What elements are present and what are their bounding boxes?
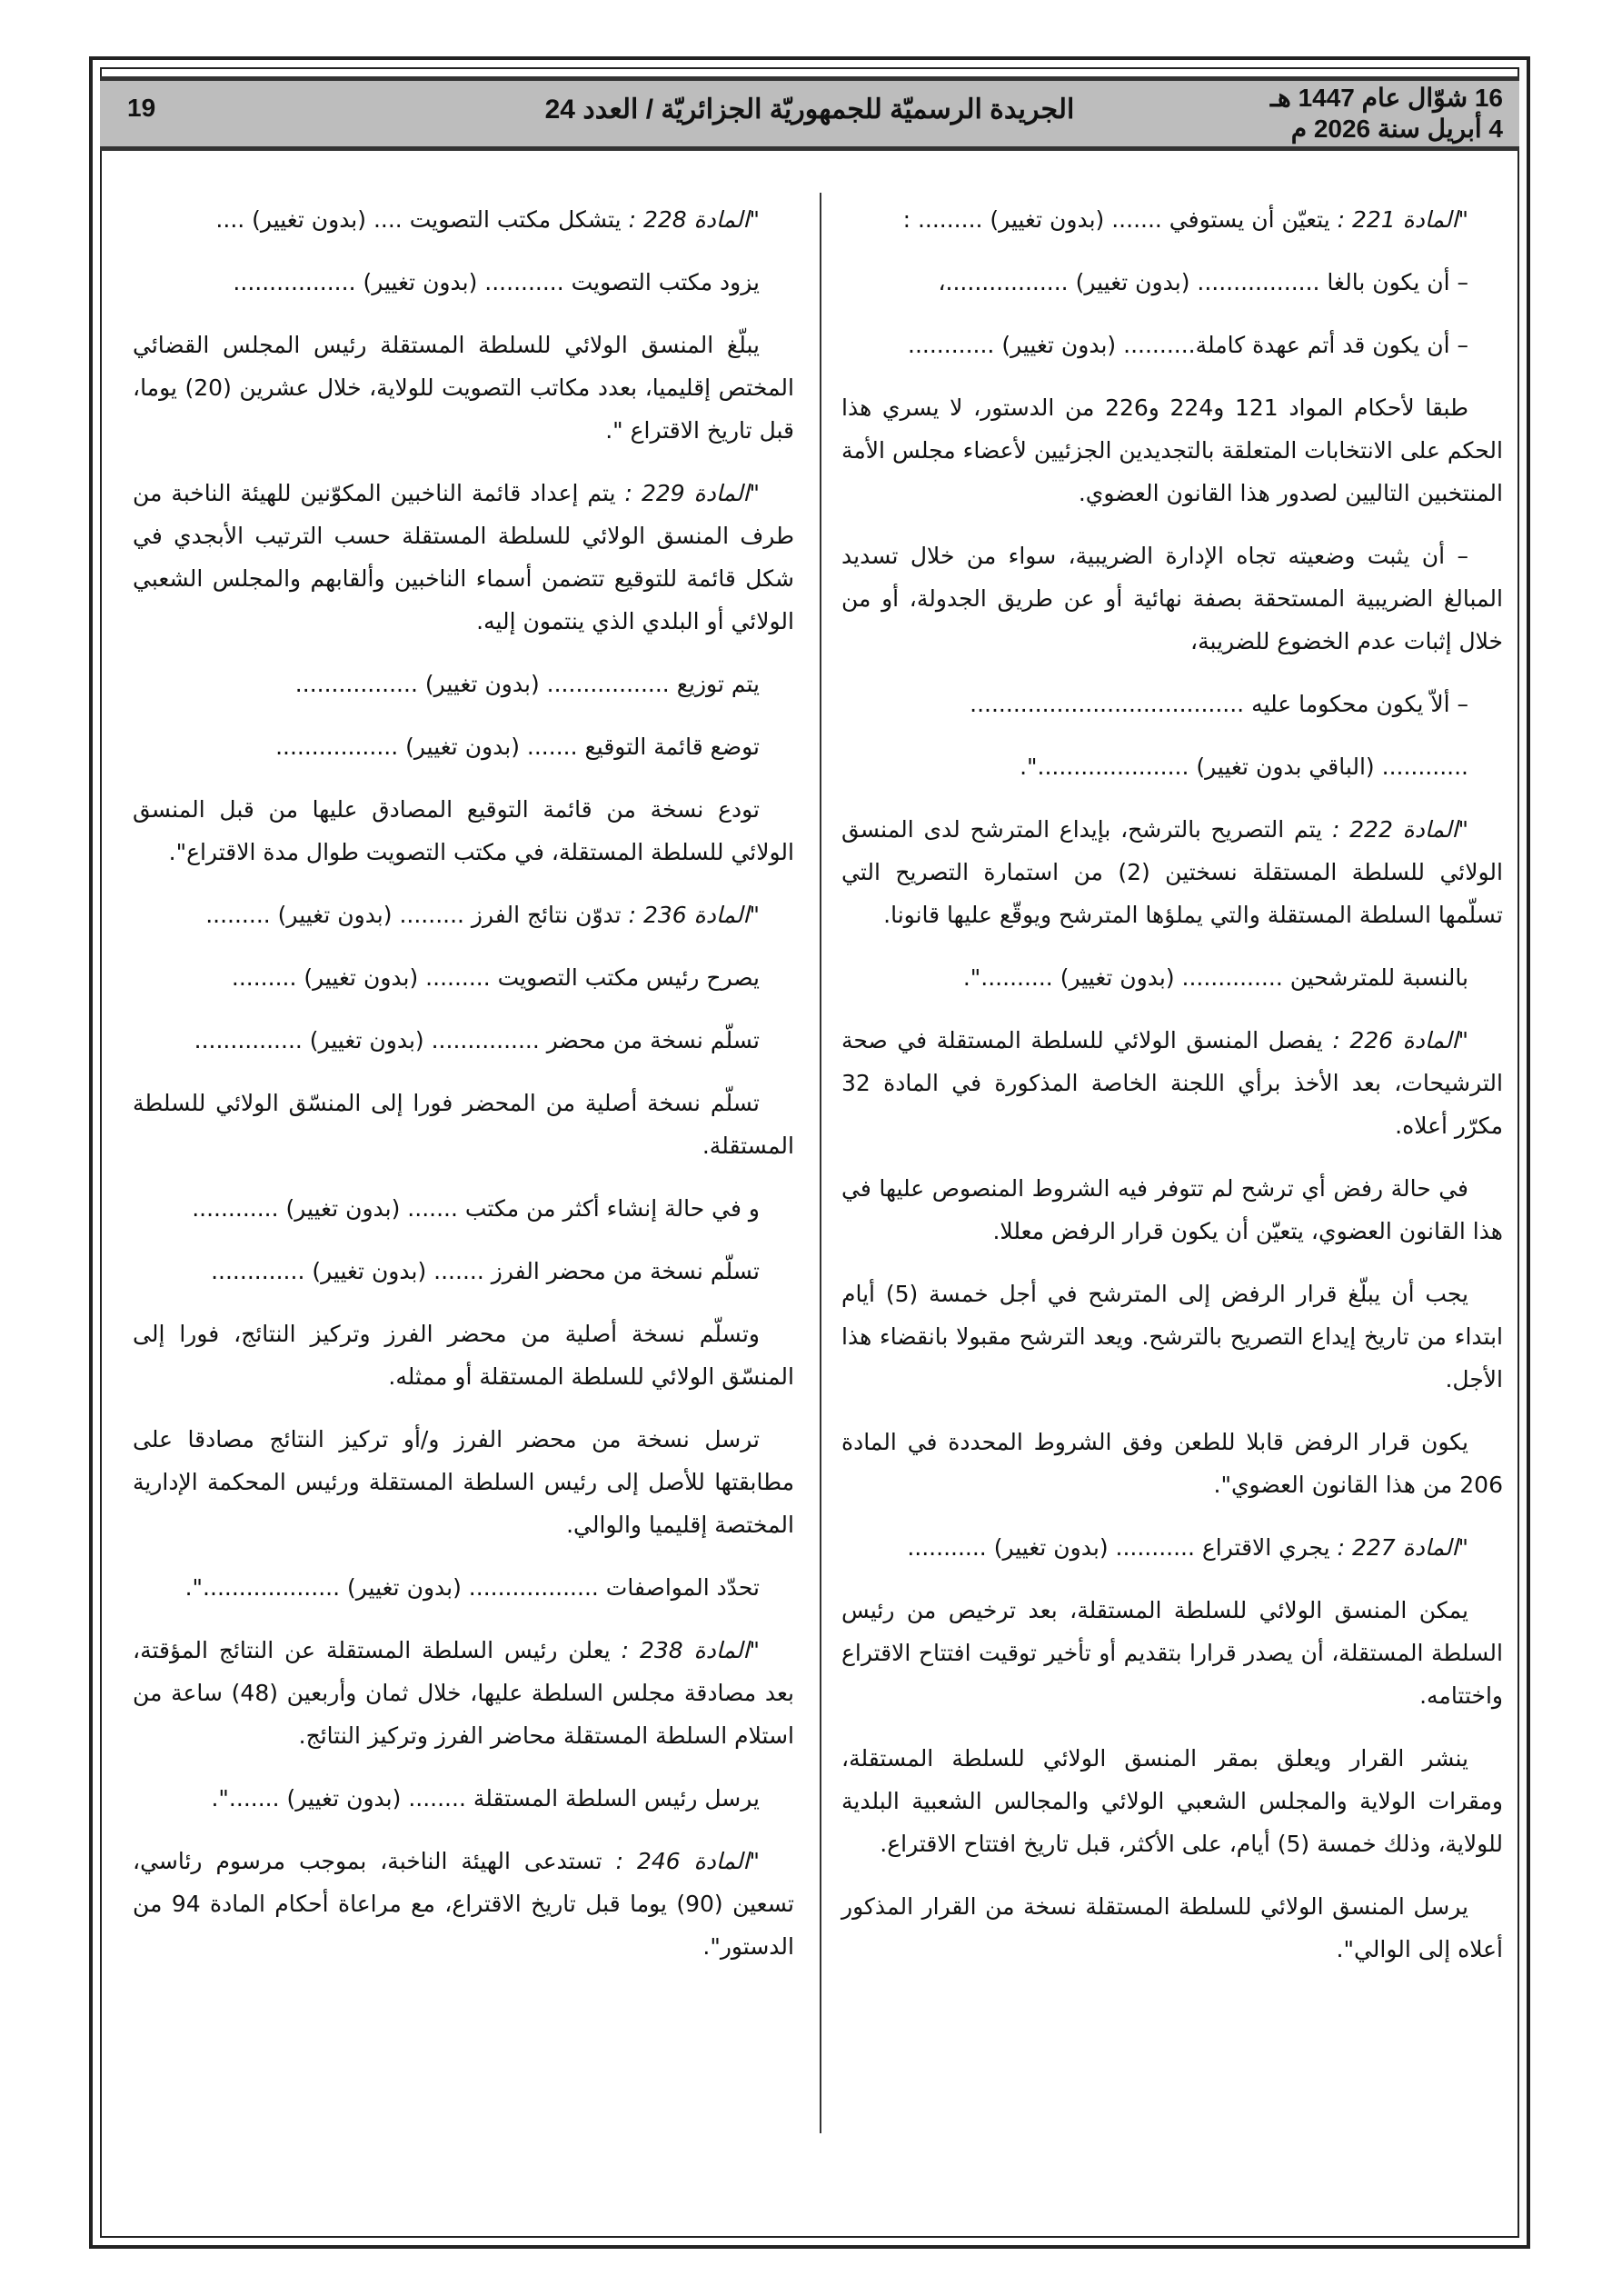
paragraph [133, 1418, 794, 1546]
paragraph-text: يرسل رئيس السلطة المستقلة ........ (بدون تغيير) .......". [211, 1785, 760, 1812]
paragraph [841, 683, 1503, 725]
paragraph [841, 261, 1503, 304]
paragraph-text: ينشر القرار ويعلق بمقر المنسق الولائي للسلطة المستقلة، ومقرات الولاية والمجلس الشعبي الولائي والمجالس الشعبية البلدية للولاية، وذلك خمسة (5) أيام، على الأكثر، قبل تاريخ افتتاح الاقتراع. [841, 1745, 1503, 1857]
paragraph [133, 1187, 794, 1230]
paragraph-text: – ألاّ يكون محكوما عليه ...................................... [970, 691, 1468, 717]
article-label: "المادة 228 : [628, 206, 760, 233]
paragraph-text: في حالة رفض أي ترشح لم تتوفر فيه الشروط المنصوص عليها في هذا القانون العضوي، يتعيّن أن يكون قرار الرفض معللا. [841, 1175, 1503, 1244]
paragraph-text: يفصل المنسق الولائي للسلطة المستقلة في صحة الترشيحات، بعد الأخذ برأي اللجنة الخاصة المذكورة في المادة 32 مكرّر أعلاه. [841, 1027, 1503, 1139]
article-label: "المادة 229 : [624, 480, 761, 506]
paragraph [841, 1421, 1503, 1506]
right-column [841, 198, 1503, 1991]
paragraph [841, 956, 1503, 999]
paragraph-text: – أن يثبت وضعيته تجاه الإدارة الضريبية، سواء من خلال تسديد المبالغ الضريبية المستحقة بصفة نهائية أو عن طريق الجدولة، أو من خلال إثبات عدم الخضوع للضريبة، [841, 543, 1503, 654]
paragraph-text: تسلّم نسخة أصلية من المحضر فورا إلى المنسّق الولائي للسلطة المستقلة. [133, 1090, 794, 1159]
paragraph [841, 1589, 1503, 1717]
page-header [100, 76, 1519, 151]
paragraph-text: يعلن رئيس السلطة المستقلة عن النتائج المؤقتة، بعد مصادقة مجلس السلطة عليها، خلال ثمان وأربعين (48) ساعة من استلام السلطة المستقلة محاضر الفرز وتركيز النتائج. [133, 1637, 794, 1749]
paragraph [841, 534, 1503, 663]
paragraph [841, 324, 1503, 366]
header-title: الجريدة الرسميّة للجمهوريّة الجزائريّة / العدد 24 [544, 95, 1075, 125]
article-label: "المادة 227 : [1337, 1534, 1468, 1561]
paragraph [133, 725, 794, 768]
paragraph [133, 1019, 794, 1062]
paragraph [133, 1777, 794, 1820]
paragraph [841, 386, 1503, 514]
article-paragraph [133, 198, 794, 241]
paragraph [133, 1082, 794, 1167]
paragraph [841, 745, 1503, 788]
paragraph [133, 261, 794, 304]
paragraph-text: يصرح رئيس مكتب التصويت ......... (بدون تغيير) ......... [231, 964, 760, 991]
paragraph-text: تسلّم نسخة من محضر الفرز ....... (بدون تغيير) ............. [211, 1258, 760, 1284]
paragraph [133, 956, 794, 999]
article-paragraph [841, 1526, 1503, 1569]
paragraph [133, 1250, 794, 1293]
article-label: "المادة 221 : [1337, 206, 1468, 233]
paragraph-text: ............ (الباقي بدون تغيير) .....................". [1020, 754, 1468, 780]
page-number: 19 [127, 94, 156, 122]
paragraph-text: تدوّن نتائج الفرز ......... (بدون تغيير) ......... [205, 902, 629, 928]
paragraph [841, 1885, 1503, 1971]
paragraph-text: – أن يكون قد أتم عهدة كاملة.......... (بدون تغيير) ............ [908, 332, 1468, 358]
paragraph-text: توضع قائمة التوقيع ....... (بدون تغيير) ................. [275, 734, 760, 760]
article-paragraph [841, 198, 1503, 241]
article-paragraph [133, 1629, 794, 1757]
paragraph [841, 1737, 1503, 1865]
article-label: "المادة 246 : [615, 1848, 760, 1874]
paragraph-text: طبقا لأحكام المواد 121 و224 و226 من الدستور، لا يسري هذا الحكم على الانتخابات المتعلقة بالتجديدين الجزئيين لأعضاء مجلس الأمة المنتخبين التاليين لصدور هذا القانون العضوي. [841, 394, 1503, 506]
paragraph-text: وتسلّم نسخة أصلية من محضر الفرز وتركيز النتائج، فورا إلى المنسّق الولائي للسلطة المستقلة أو ممثله. [133, 1321, 794, 1390]
paragraph-text: بالنسبة للمترشحين .............. (بدون تغيير) ..........". [962, 964, 1468, 991]
paragraph-text: تودع نسخة من قائمة التوقيع المصادق عليها من قبل المنسق الولائي للسلطة المستقلة، في مكتب التصويت طوال مدة الاقتراع". [133, 796, 794, 865]
paragraph [841, 1273, 1503, 1401]
article-paragraph [133, 1840, 794, 1968]
paragraph-text: يمكن المنسق الولائي للسلطة المستقلة، بعد ترخيص من رئيس السلطة المستقلة، أن يصدر قرارا بتقديم أو تأخير توقيت افتتاح الاقتراع واختتامه. [841, 1597, 1503, 1709]
paragraph-text: – أن يكون بالغا ................. (بدون تغيير) .................، [938, 269, 1468, 295]
paragraph [133, 324, 794, 452]
paragraph [133, 663, 794, 705]
paragraph-text: و في حالة إنشاء أكثر من مكتب ....... (بدون تغيير) ............ [192, 1195, 760, 1222]
paragraph-text: يتشكل مكتب التصويت .... (بدون تغيير) .... [215, 206, 629, 233]
left-column [133, 198, 794, 1988]
header-date-gregorian: 4 أبريل سنة 2026 م [1290, 115, 1503, 143]
article-label: "المادة 236 : [628, 902, 760, 928]
paragraph-text: يجب أن يبلّغ قرار الرفض إلى المترشح في أجل خمسة (5) أيام ابتداء من تاريخ إيداع التصريح بالترشح. ويعد الترشح مقبولا بانقضاء هذا الأجل. [841, 1281, 1503, 1393]
paragraph-text: تستدعى الهيئة الناخبة، بموجب مرسوم رئاسي، تسعين (90) يوما قبل تاريخ الاقتراع، مع مراعاة أحكام المادة 94 من الدستور". [133, 1848, 794, 1960]
paragraph-text: يتم إعداد قائمة الناخبين المكوّنين للهيئة الناخبة من طرف المنسق الولائي للسلطة المستقلة حسب الترتيب الأبجدي في شكل قائمة للتوقيع تتضمن أسماء الناخبين وألقابهم والمجلس الشعبي الولائي أو البلدي الذي ينتمون إليه. [133, 480, 794, 634]
paragraph-text: يتم توزيع ................. (بدون تغيير) ................. [294, 671, 760, 697]
paragraph-text: ترسل نسخة من محضر الفرز و/أو تركيز النتائج مصادقا على مطابقتها للأصل إلى رئيس السلطة المستقلة ورئيس المحكمة الإدارية المختصة إقليميا والوالي. [133, 1426, 794, 1538]
header-date-hijri: 16 شوّال عام 1447 هـ [1269, 84, 1503, 112]
paragraph-text: يتم التصريح بالترشح، بإيداع المترشح لدى المنسق الولائي للسلطة المستقلة نسختين (2) من استمارة التصريح التي تسلّمها السلطة المستقلة والتي يملؤها المترشح ويوقّع عليها قانونا. [841, 816, 1503, 928]
paragraph-text: يجري الاقتراع ........... (بدون تغيير) ........... [907, 1534, 1338, 1561]
paragraph-text: تحدّد المواصفات .................. (بدون تغيير) ...................". [184, 1574, 760, 1601]
paragraph-text: يرسل المنسق الولائي للسلطة المستقلة نسخة من القرار المذكور أعلاه إلى الوالي". [841, 1893, 1503, 1962]
paragraph-text: يكون قرار الرفض قابلا للطعن وفق الشروط المحددة في المادة 206 من هذا القانون العضوي". [841, 1429, 1503, 1498]
article-paragraph [841, 808, 1503, 936]
article-label: "المادة 238 : [621, 1637, 760, 1663]
paragraph-text: تسلّم نسخة من محضر ............... (بدون تغيير) ............... [194, 1027, 760, 1053]
article-paragraph [133, 472, 794, 643]
paragraph [841, 1167, 1503, 1253]
paragraph [133, 788, 794, 873]
article-paragraph [841, 1019, 1503, 1147]
column-divider [820, 193, 821, 2133]
article-label: "المادة 226 : [1332, 1027, 1469, 1053]
paragraph-text: يزود مكتب التصويت ........... (بدون تغيير) ................. [233, 269, 760, 295]
paragraph [133, 1566, 794, 1609]
paragraph [133, 1313, 794, 1398]
paragraph-text: يتعيّن أن يستوفي ....... (بدون تغيير) ......... : [902, 206, 1338, 233]
article-paragraph [133, 893, 794, 936]
paragraph-text: يبلّغ المنسق الولائي للسلطة المستقلة رئيس المجلس القضائي المختص إقليميا، بعدد مكاتب التصويت للولاية، خلال عشرين (20) يوما، قبل تاريخ الاقتراع ". [133, 332, 794, 444]
article-label: "المادة 222 : [1331, 816, 1469, 843]
